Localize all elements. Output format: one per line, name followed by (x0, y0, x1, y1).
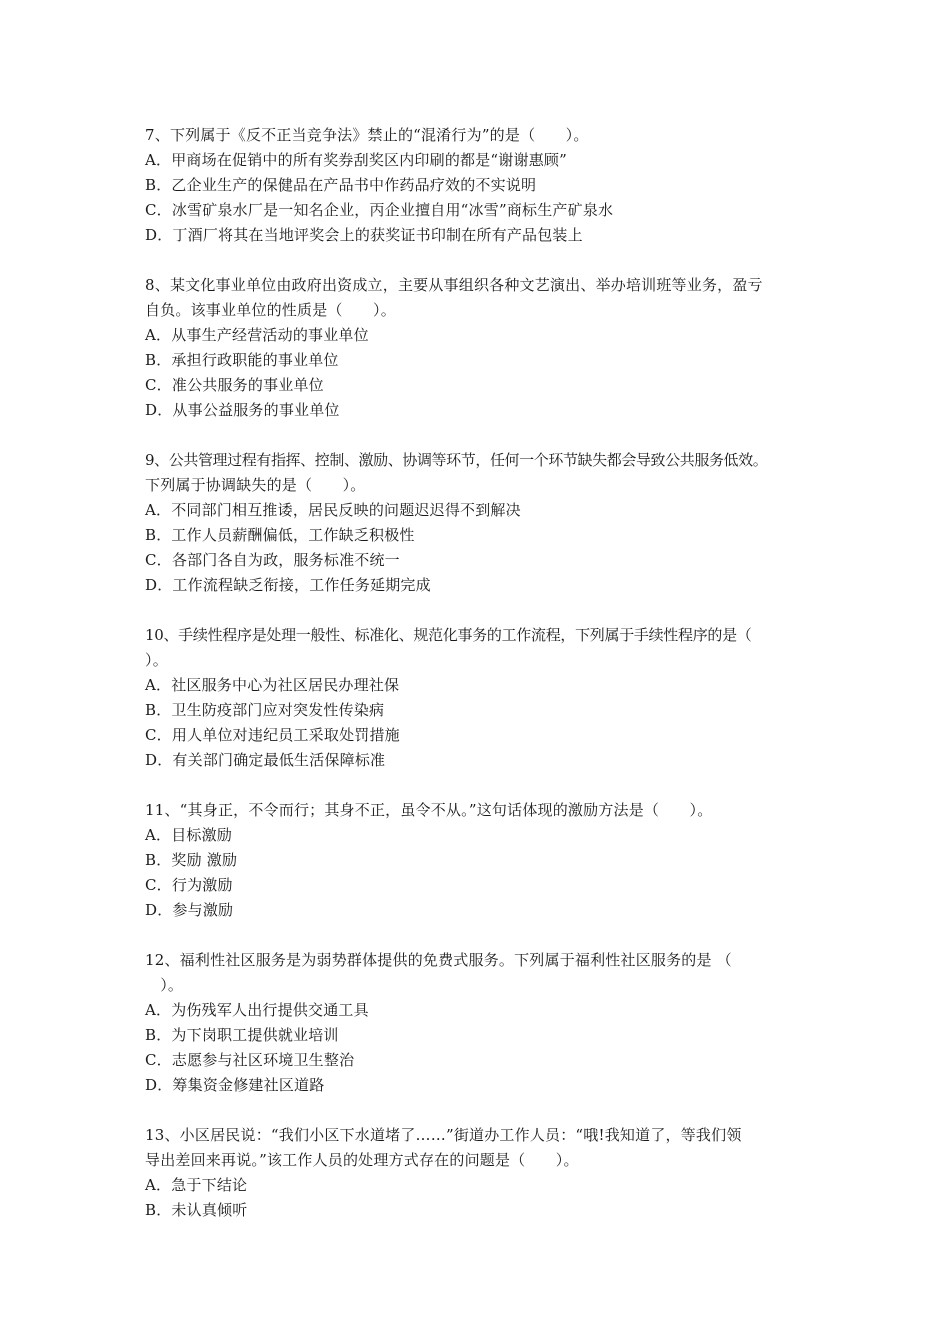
question-9 (145, 448, 815, 598)
option-b: B．承担行政职能的事业单位 (145, 351, 339, 369)
question-stem: 7、下列属于《反不正当竞争法》禁止的“混淆行为”的是（ ）。 (145, 126, 589, 144)
question-stem-cont: ）。 (145, 976, 184, 994)
option-c: C．用人单位对违纪员工采取处罚措施 (145, 726, 400, 744)
option-d: D．筹集资金修建社区道路 (145, 1076, 325, 1094)
option-b: B．工作人员薪酬偏低，工作缺乏积极性 (145, 526, 415, 544)
question-stem-cont: 导出差回来再说。”该工作人员的处理方式存在的问题是（ ）。 (145, 1151, 579, 1169)
question-11 (145, 798, 815, 923)
option-b: B．奖励 激励 (145, 851, 238, 869)
question-7 (145, 123, 815, 248)
option-b: B．卫生防疫部门应对突发性传染病 (145, 701, 385, 719)
question-13 (145, 1123, 815, 1223)
question-stem: 11、“其身正，不令而行；其身不正，虽令不从。”这句话体现的激励方法是（ ）。 (145, 801, 713, 819)
option-a: A．从事生产经营活动的事业单位 (145, 326, 369, 344)
question-12 (145, 948, 815, 1098)
question-stem: 13、小区居民说：“我们小区下水道堵了……”街道办工作人员：“哦!我知道了，等我们领 (145, 1126, 742, 1144)
option-a: A．目标激励 (145, 826, 233, 844)
document-page (145, 123, 815, 1248)
question-stem-cont: ）。 (145, 651, 168, 669)
option-b: B．为下岗职工提供就业培训 (145, 1026, 339, 1044)
option-a: A．甲商场在促销中的所有奖券刮奖区内印刷的都是“谢谢惠顾” (145, 151, 567, 169)
option-c: C．行为激励 (145, 876, 233, 894)
option-d: D．参与激励 (145, 901, 234, 919)
question-stem: 10、手续性程序是处理一般性、标准化、规范化事务的工作流程，下列属于手续性程序的是（ (145, 626, 752, 644)
option-d: D．有关部门确定最低生活保障标准 (145, 751, 386, 769)
option-c: C．各部门各自为政，服务标准不统一 (145, 551, 400, 569)
option-d: D．工作流程缺乏衔接，工作任务延期完成 (145, 576, 431, 594)
option-a: A．社区服务中心为社区居民办理社保 (145, 676, 400, 694)
question-stem: 12、福利性社区服务是为弱势群体提供的免费式服务。下列属于福利性社区服务的是 （ (145, 951, 732, 969)
option-c: C．志愿参与社区环境卫生整治 (145, 1051, 355, 1069)
option-d: D．从事公益服务的事业单位 (145, 401, 340, 419)
option-d: D．丁酒厂将其在当地评奖会上的获奖证书印制在所有产品包装上 (145, 226, 583, 244)
question-stem: 8、某文化事业单位由政府出资成立，主要从事组织各种文艺演出、举办培训班等业务，盈亏 (145, 276, 763, 294)
question-10 (145, 623, 815, 773)
question-stem-cont: 自负。该事业单位的性质是（ ）。 (145, 301, 396, 319)
question-stem-cont: 下列属于协调缺失的是（ ）。 (145, 476, 366, 494)
option-a: A．不同部门相互推诿，居民反映的问题迟迟得不到解决 (145, 501, 521, 519)
question-8 (145, 273, 815, 423)
option-b: B．未认真倾听 (145, 1201, 248, 1219)
option-c: C．准公共服务的事业单位 (145, 376, 324, 394)
question-stem: 9、公共管理过程有指挥、控制、激励、协调等环节，任何一个环节缺失都会导致公共服务低效。 (145, 451, 768, 469)
option-a: A．为伤残军人出行提供交通工具 (145, 1001, 369, 1019)
option-c: C．冰雪矿泉水厂是一知名企业，丙企业擅自用“冰雪”商标生产矿泉水 (145, 201, 614, 219)
option-a: A．急于下结论 (145, 1176, 248, 1194)
option-b: B．乙企业生产的保健品在产品书中作药品疗效的不实说明 (145, 176, 537, 194)
